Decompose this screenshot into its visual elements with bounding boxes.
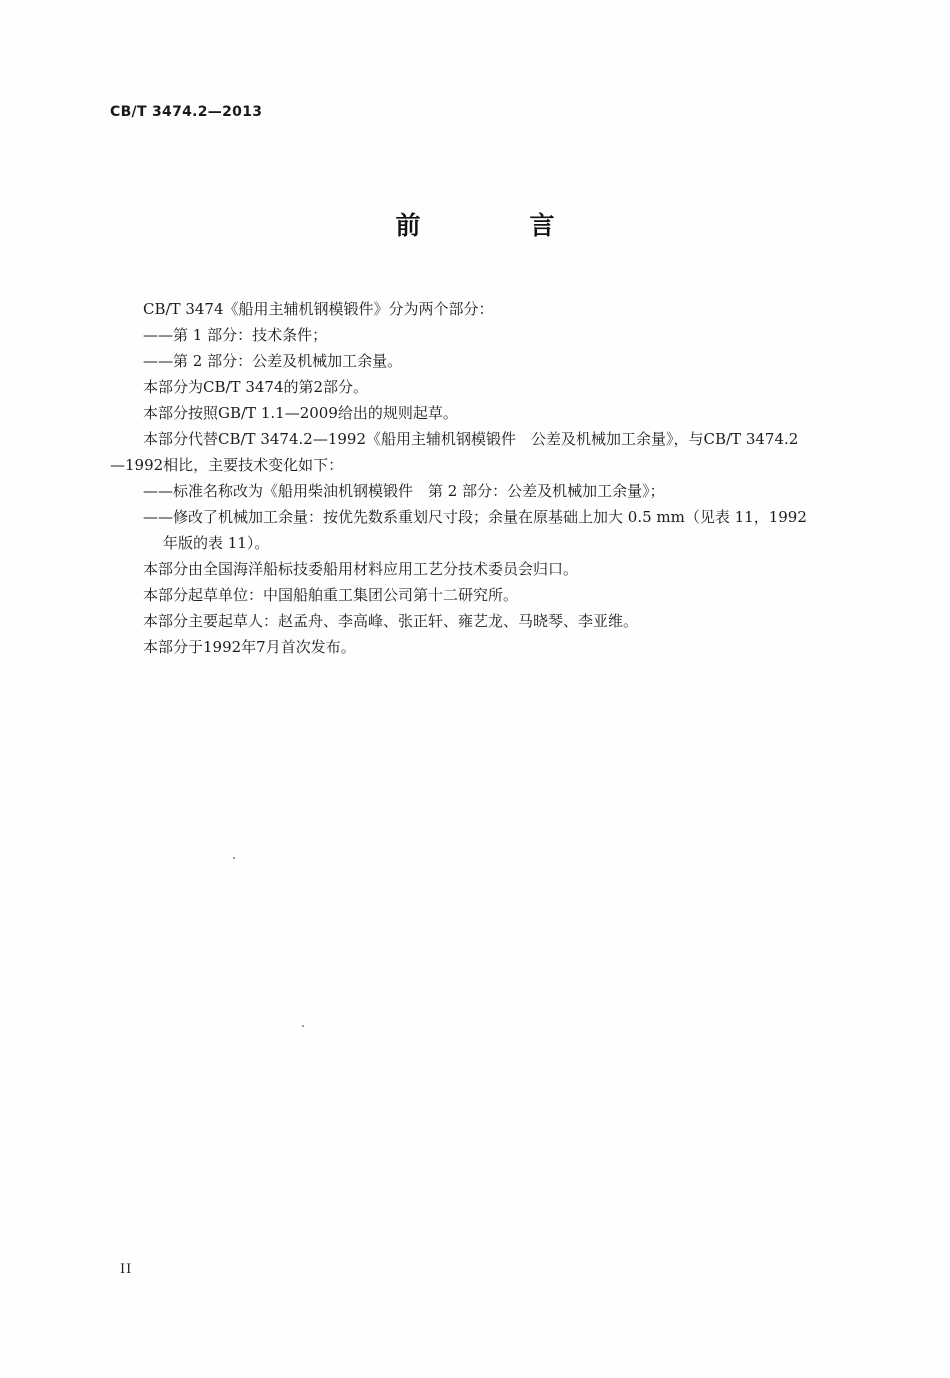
paragraph-main-drafters: 本部分主要起草人：赵孟舟、李高峰、张正轩、雍艺龙、马晓琴、李亚维。	[143, 612, 639, 630]
paragraph-responsible-committee: 本部分由全国海洋船标技委船用材料应用工艺分技术委员会归口。	[143, 560, 579, 578]
paragraph-replaces: 本部分代替CB/T 3474.2—1992《船用主辅机钢模锻件 公差及机械加工余量》，与CB/T 3474.2	[143, 430, 799, 448]
paragraph-drafting-unit: 本部分起草单位：中国船舶重工集团公司第十二研究所。	[143, 586, 519, 604]
paragraph-drafting-rules: 本部分按照GB/T 1.1—2009给出的规则起草。	[143, 404, 458, 422]
scan-speck	[233, 857, 235, 859]
paragraph-this-part: 本部分为CB/T 3474的第2部分。	[143, 378, 369, 396]
list-item-change-title: ——标准名称改为《船用柴油机钢模锻件 第 2 部分：公差及机械加工余量》；	[143, 482, 665, 500]
page-number: II	[120, 1262, 133, 1277]
list-item-part-2: ——第 2 部分：公差及机械加工余量。	[143, 352, 403, 370]
document-code-header: CB/T 3474.2—2013	[110, 104, 263, 120]
paragraph-parts-intro: CB/T 3474《船用主辅机钢模锻件》分为两个部分：	[143, 300, 494, 318]
list-item-change-allowance: ——修改了机械加工余量：按优先数系重划尺寸段；余量在原基础上加大 0.5 mm（见表 11，1992	[143, 508, 807, 526]
list-item-part-1: ——第 1 部分：技术条件；	[143, 326, 328, 344]
foreword-body	[110, 296, 880, 660]
list-item-change-allowance-continued: 年版的表 11）。	[163, 534, 270, 552]
paragraph-first-publication: 本部分于1992年7月首次发布。	[143, 638, 356, 656]
paragraph-replaces-continued: —1992相比，主要技术变化如下：	[110, 456, 344, 474]
scan-speck	[302, 1025, 304, 1027]
page-title: 前 言	[395, 211, 597, 240]
